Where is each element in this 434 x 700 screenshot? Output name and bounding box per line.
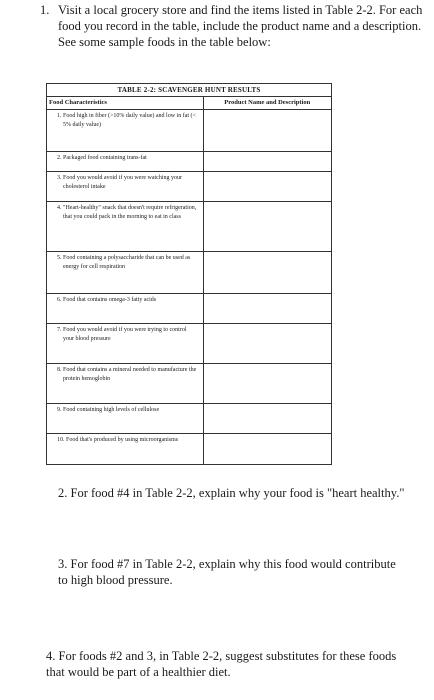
table-row <box>47 434 331 464</box>
row-5-product-cell[interactable] <box>203 252 331 294</box>
table-header-row <box>47 97 331 110</box>
row-4-characteristic: 4. "Heart-healthy" snack that doesn't require refrigeration, that you could pack in the morning to eat in class <box>57 205 197 220</box>
scavenger-hunt-table <box>46 83 332 465</box>
table-row <box>47 324 331 364</box>
row-1-characteristic: 1. Food high in fiber (>10% daily value) and low in fat (< 5% daily value) <box>57 113 196 128</box>
table-row <box>47 252 331 294</box>
row-1-product-cell[interactable] <box>203 110 331 152</box>
table-row <box>47 202 331 252</box>
row-2-characteristic: 2. Packaged food containing trans-fat <box>57 155 147 161</box>
row-6-product-cell[interactable] <box>203 294 331 324</box>
row-7-product-cell[interactable] <box>203 324 331 364</box>
question-3: 3. For food #7 in Table 2-2, explain why this food would contribute to high blood pressure. <box>58 557 396 587</box>
table-row <box>47 172 331 202</box>
table-caption: TABLE 2-2: SCAVENGER HUNT RESULTS <box>47 84 331 97</box>
row-9-characteristic: 9. Food containing high levels of cellulose <box>57 407 160 413</box>
row-4-product-cell[interactable] <box>203 202 331 252</box>
table-row <box>47 364 331 404</box>
row-10-characteristic: 10. Food that's produced by using microorganisms <box>57 437 179 443</box>
row-3-product-cell[interactable] <box>203 172 331 202</box>
row-8-product-cell[interactable] <box>203 364 331 404</box>
row-10-product-cell[interactable] <box>203 434 331 464</box>
row-9-product-cell[interactable] <box>203 404 331 434</box>
question-4: 4. For foods #2 and 3, in Table 2-2, suggest substitutes for these foods that would be part of a healthier diet. <box>46 649 397 679</box>
header-food-characteristics: Food Characteristics <box>47 97 203 110</box>
table-row <box>47 152 331 172</box>
header-product-name: Product Name and Description <box>203 97 331 110</box>
table-row <box>47 110 331 152</box>
results-table <box>47 97 331 464</box>
question-1 <box>40 2 430 50</box>
row-7-characteristic: 7. Food you would avoid if you were trying to control your blood pressure <box>57 327 187 342</box>
row-2-product-cell[interactable] <box>203 152 331 172</box>
table-row <box>47 294 331 324</box>
row-8-characteristic: 8. Food that contains a mineral needed to manufacture the protein hemoglobin <box>57 367 197 382</box>
row-6-characteristic: 6. Food that contains omega-3 fatty acids <box>57 297 157 303</box>
question-1-text: Visit a local grocery store and find the items listed in Table 2-2. For each food you record in the table, include the product name and a description. See some sample foods in the table below: <box>58 3 423 49</box>
row-3-characteristic: 3. Food you would avoid if you were watching your cholesterol intake <box>57 175 182 190</box>
row-5-characteristic: 5. Food containing a polysaccharide that can be used as energy for cell respiration <box>57 255 191 270</box>
question-2: 2. For food #4 in Table 2-2, explain why your food is "heart healthy." <box>58 486 405 500</box>
question-1-number: 1. <box>40 3 50 17</box>
table-row <box>47 404 331 434</box>
